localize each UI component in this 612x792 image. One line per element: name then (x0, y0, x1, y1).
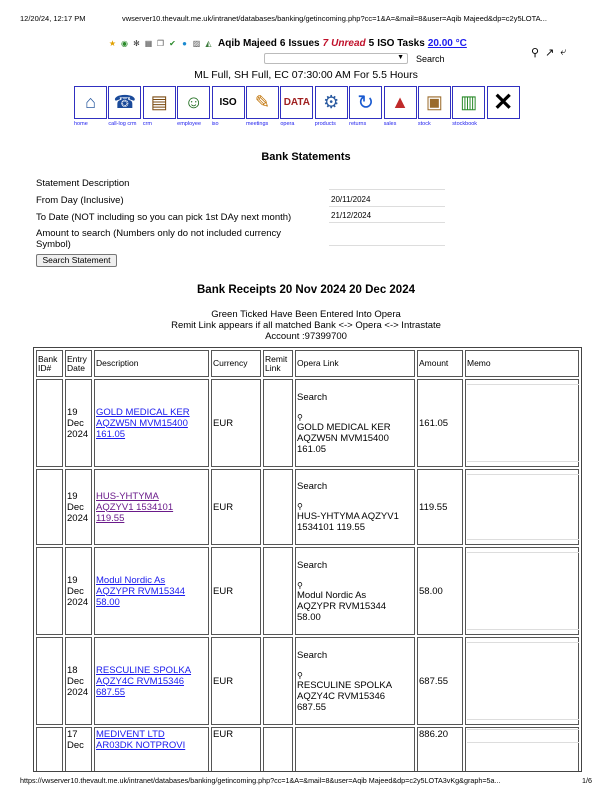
table-row (36, 469, 579, 545)
snowflake-icon[interactable]: ✻ (133, 38, 140, 48)
issues-count: 6 (279, 37, 286, 49)
entry-date-cell: 19 Dec 2024 (65, 547, 92, 635)
book-icon: ▥ (452, 86, 485, 119)
memo-input[interactable] (467, 474, 579, 540)
opera-search-label[interactable]: Search (297, 391, 328, 403)
amount-cell: 886.20 (417, 727, 463, 772)
nav-label: stock (417, 121, 431, 127)
iso-label[interactable]: ISO Tasks (377, 37, 425, 49)
print-header (20, 14, 592, 26)
currency-cell: EUR (211, 469, 261, 545)
from-date-input[interactable]: 20/11/2024 (329, 193, 445, 207)
iso-icon: ISO (212, 86, 245, 119)
search-icon[interactable]: ⚲ (531, 47, 540, 59)
col-description[interactable]: Description (94, 350, 209, 377)
iso-count: 5 (368, 37, 375, 49)
nav-stockbook[interactable] (452, 86, 486, 127)
currency-cell: EUR (211, 727, 261, 772)
description-link[interactable]: GOLD MEDICAL KER AQZW5N MVM15400 161.05 (96, 406, 190, 440)
nav-iso[interactable] (212, 86, 246, 127)
amount-label-line2: Symbol) (36, 239, 71, 250)
bank-id-cell (36, 379, 63, 467)
page-number: 1/6 (582, 776, 592, 785)
nav-meetings[interactable] (246, 86, 280, 127)
amount-cell: 687.55 (417, 637, 463, 725)
nav-crm[interactable] (143, 86, 177, 127)
description-cell (94, 727, 209, 772)
unread-label[interactable]: Unread (331, 37, 366, 49)
remit-link-cell (263, 379, 293, 467)
nav-label: products (314, 121, 336, 127)
col-opera-link[interactable]: Opera Link (295, 350, 415, 377)
description-link[interactable]: RESCULINE SPOLKA AQZY4C RVM15346 687.55 (96, 664, 192, 698)
nav-label: crm (142, 121, 152, 127)
globe-icon[interactable]: ◉ (121, 38, 128, 48)
memo-cell[interactable] (465, 637, 579, 725)
sales-chart-icon: ▲ (384, 86, 417, 119)
bank-id-cell (36, 637, 63, 725)
currency-cell: EUR (211, 379, 261, 467)
search-select[interactable] (264, 53, 408, 64)
opera-search-label[interactable]: Search (297, 481, 328, 492)
memo-input[interactable] (467, 384, 579, 462)
table-row (36, 727, 579, 772)
amount-label-line1: Amount to search (Numbers only do not included currency (36, 228, 282, 239)
nav-home[interactable] (74, 86, 108, 127)
nav-label: stockbook (452, 121, 478, 127)
description-cell (94, 637, 209, 725)
refresh-icon: ↻ (349, 86, 382, 119)
amount-cell: 119.55 (417, 469, 463, 545)
print-url: vwserver10.thevault.me.uk/intranet/databases/banking/getincoming.php?cc=1&A=&mail=8&user=Aqib Majeed&dp=c2y5LOTA... (122, 14, 547, 23)
page-title: Bank Statements (261, 151, 351, 163)
gear-icon: ⚙ (315, 86, 348, 119)
search-statement-button[interactable]: Search Statement (36, 254, 117, 267)
table-row (36, 637, 579, 725)
issues-label[interactable]: Issues (288, 37, 320, 49)
share-icon[interactable]: ⤶ (560, 46, 567, 58)
currency-cell: EUR (211, 637, 261, 725)
col-memo[interactable]: Memo (465, 350, 579, 377)
description-cell (94, 547, 209, 635)
employee-icon: ☺ (177, 86, 210, 119)
temperature-link[interactable]: 20.00 °C (427, 37, 467, 49)
col-bank-id[interactable]: Bank ID# (36, 350, 63, 377)
statement-desc-input[interactable] (329, 176, 445, 190)
star-icon[interactable]: ★ (108, 38, 117, 48)
table-header-row (36, 350, 579, 377)
nav-toolbar (74, 86, 521, 127)
remit-link-cell (263, 547, 293, 635)
memo-cell[interactable] (465, 379, 579, 467)
phone-icon: ☎ (108, 86, 141, 119)
from-date-label: From Day (Inclusive) (36, 195, 124, 206)
print-datetime: 12/20/24, 12:17 PM (20, 14, 86, 23)
entry-date-cell: 18 Dec 2024 (65, 637, 92, 725)
memo-cell[interactable] (465, 727, 579, 772)
amount-cell: 161.05 (417, 379, 463, 467)
description-link[interactable]: MEDIVENT LTD AR03DK NOTPROVI (96, 729, 186, 751)
nav-returns[interactable] (349, 86, 383, 127)
description-link[interactable]: Modul Nordic As AQZYPR RVM15344 58.00 (96, 574, 186, 608)
nav-sales[interactable] (384, 86, 418, 127)
copy-icon[interactable]: ❐ (156, 38, 165, 48)
nav-label: iso (211, 121, 219, 127)
col-remit-link[interactable]: Remit Link (263, 350, 293, 377)
col-entry-date[interactable]: Entry Date (65, 350, 92, 377)
nav-call-log[interactable] (108, 86, 142, 127)
col-amount[interactable]: Amount (417, 350, 463, 377)
magnifier-icon[interactable]: ⚲ (297, 502, 303, 511)
box-icon: ▣ (418, 86, 451, 119)
close-icon: ✕ (487, 86, 520, 119)
remit-link-cell (263, 637, 293, 725)
status-bar (108, 36, 467, 50)
account-line: Account :97399700 (265, 331, 347, 342)
home-icon: ⌂ (74, 86, 107, 119)
description-cell (94, 469, 209, 545)
nav-close[interactable] (487, 86, 521, 127)
opera-link-cell (295, 727, 415, 772)
description-cell (94, 379, 209, 467)
pencil-icon: ✎ (246, 86, 279, 119)
col-currency[interactable]: Currency (211, 350, 261, 377)
bank-id-cell (36, 469, 63, 545)
check-icon[interactable]: ✔ (169, 38, 176, 48)
chevron-down-icon: ▼ (397, 54, 404, 61)
memo-input[interactable] (467, 642, 579, 720)
hours-line: ML Full, SH Full, EC 07:30:00 AM For 5.5 Hours (194, 69, 418, 81)
top-right-tools (531, 46, 566, 59)
chart-icon[interactable]: ▨ (192, 38, 201, 48)
entry-date-cell: 19 Dec 2024 (65, 379, 92, 467)
lock-icon[interactable]: ◭ (205, 38, 212, 48)
magnifier-icon[interactable]: ⚲ (297, 580, 303, 590)
skype-icon[interactable]: ● (182, 38, 187, 48)
magnifier-icon[interactable]: ⚲ (297, 670, 303, 680)
bank-id-cell (36, 547, 63, 635)
opera-link-cell: Search ⚲ RESCULINE SPOLKA AQZY4C RVM15346 687.55 (295, 637, 415, 725)
table-row (36, 379, 579, 467)
nav-products[interactable] (315, 86, 349, 127)
statement-desc-label: Statement Description (36, 178, 130, 189)
nav-label: sales (383, 121, 397, 127)
entry-date-cell: 19 Dec 2024 (65, 469, 92, 545)
nav-label: call-log crm (108, 121, 137, 127)
opera-link-cell: Search ⚲ HUS-YHTYMA AQZYV1 1534101 119.55 (295, 469, 415, 545)
external-link-icon[interactable]: ↗ (545, 47, 555, 59)
amount-cell: 58.00 (417, 547, 463, 635)
nav-label: meetings (245, 121, 269, 127)
info-line: Remit Link appears if all matched Bank <-> Opera <-> Intrastate (171, 320, 441, 331)
receipts-title: Bank Receipts 20 Nov 2024 20 Dec 2024 (197, 284, 415, 296)
magnifier-icon[interactable]: ⚲ (297, 412, 303, 422)
nav-label: employee (177, 121, 202, 127)
data-icon: DATA (280, 86, 313, 119)
description-link[interactable]: HUS-YHTYMA AQZYV1 1534101 119.55 (96, 490, 174, 524)
search-label[interactable]: Search (416, 53, 445, 64)
nav-opera[interactable] (280, 86, 314, 127)
opera-search-label[interactable]: Search (297, 649, 328, 661)
remit-link-cell (263, 727, 293, 772)
opera-search-label[interactable]: Search (297, 559, 328, 571)
info-line: Green Ticked Have Been Entered Into Opera (211, 309, 401, 320)
opera-link-cell: Search ⚲ Modul Nordic As AQZYPR RVM15344 58.00 (295, 547, 415, 635)
entry-date-cell: 17 Dec (65, 727, 92, 772)
print-footer (20, 776, 592, 785)
memo-cell[interactable] (465, 469, 579, 545)
nav-stock[interactable] (418, 86, 452, 127)
table-row (36, 547, 579, 635)
memo-cell[interactable] (465, 547, 579, 635)
user-name: Aqib Majeed (218, 37, 277, 49)
crm-icon: ▤ (143, 86, 176, 119)
currency-cell: EUR (211, 547, 261, 635)
amount-input[interactable] (329, 232, 445, 246)
to-date-input[interactable]: 21/12/2024 (329, 209, 445, 223)
nav-label: home (74, 121, 88, 127)
nav-label: opera (280, 121, 295, 127)
memo-input[interactable] (467, 552, 579, 630)
bank-id-cell (36, 727, 63, 772)
receipts-info (0, 309, 612, 342)
to-date-label: To Date (NOT including so you can pick 1st DAy next month) (36, 212, 292, 223)
receipts-table (33, 347, 582, 772)
memo-input[interactable] (467, 729, 579, 743)
remit-link-cell (263, 469, 293, 545)
calendar-icon[interactable]: ▦ (144, 38, 153, 48)
search-row (264, 53, 445, 64)
unread-count: 7 (322, 37, 329, 49)
opera-link-cell: Search ⚲ GOLD MEDICAL KER AQZW5N MVM15400 161.05 (295, 379, 415, 467)
nav-label: returns (349, 121, 367, 127)
nav-employee[interactable] (177, 86, 211, 127)
print-footer-url: https://vwserver10.thevault.me.uk/intranet/databases/banking/getincoming.php?cc=1&A=&mail=8&user=Aqib Majeed&dp=c2y5LOTA3vKg&graph=5a... (20, 776, 501, 785)
